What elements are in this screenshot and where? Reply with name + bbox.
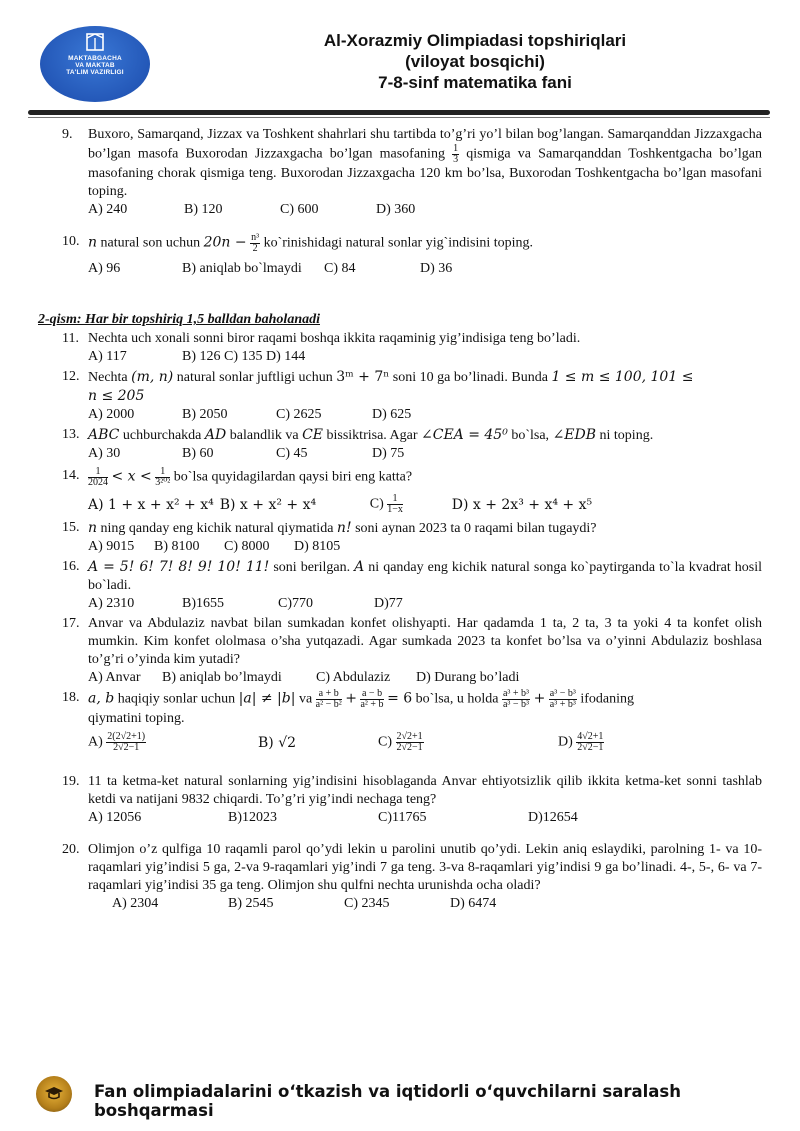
option-b: B) 2545 [228,896,274,911]
question-number: 18. [62,690,80,705]
option-c: C) Abdulaziz [316,670,391,685]
option-d: D)12654 [528,810,578,825]
fraction: $\frac{\text{n³}}{2}$ [251,232,260,254]
option-c: C) 2345 [344,896,390,911]
answer-options [88,809,762,827]
answer-options [112,895,762,913]
fraction: $\frac{1}{3}$ [453,143,459,165]
question-text: Anvar va Abdulaziz navbat bilan sumkadan konfet olishyapti. Har qadamda 1 ta, 2 ta, 3 ta yoki 4 ta konfet olish mumkin. Kim konfet ololmasa o’sha yutqazadi. Agar sumkada 2023 ta konfet bo’lsa va o’yinni Abdulaziz boshlasa to’g’ri o’yinda kim yutadi? [88,616,762,667]
question-13 [62,426,762,463]
answer-options [88,595,762,613]
question-11 [62,330,762,366]
option-b: B) 60 [182,446,214,461]
option-d: D) Durang bo’ladi [416,670,520,685]
question-text: Buxoro, Samarqand, Jizzax va Toshkent shahrlari shu tartibda to’g’ri yo’l bilan bog’langan. Samarqanddan Jizzaxgacha bo’lgan masofa Buxorodan Jizzaxgacha bo’lgan masofaning $\frac{1}{3}$ qismiga va Samarqanddan Toshkentgacha bo’lgan masofaning chorak qismiga teng. Buxorodan Jizzaxgacha 120 km bo’lsa, Buxorodan Toshkentgacha bo’lgan masofani toping. [88,127,762,199]
question-19 [62,773,762,827]
option-c: C) 45 [276,446,308,461]
answer-options [88,669,762,687]
option-c: C)11765 [378,810,427,825]
question-text: Nechta (m, n) natural sonlar juftligi uchun 3ᵐ + 7ⁿ soni 10 ga bo’linadi. Bunda 1 ≤ m ≤ 100, 101 ≤ n ≤ 205 [88,369,694,404]
answer-options [88,260,762,278]
question-number: 13. [62,427,80,442]
title-line-1: Al-Xorazmiy Olimpiadasi topshiriqlari [323,31,627,50]
option-a: A) 2000 [88,407,135,422]
header-divider-thin [28,117,770,118]
section-heading: 2-qism: Har bir topshiriq 1,5 balldan baholanadi [38,312,320,327]
ministry-logo [40,26,150,102]
option-c: C) 2625 [276,407,322,422]
question-text: $\frac{1}{2024}$ < x < $\frac{1}{\text{3²⁰²}}$ bo`lsa quyidagilardan qaysi biri eng katta? [88,466,413,488]
questions-content-2 [62,330,762,913]
fraction-upper: $\frac{1}{\text{3²⁰²}}$ [155,466,171,488]
title-line-2: (viloyat bosqichi) [405,52,545,71]
question-text: n ning qanday eng kichik natural qiymatida n! soni aynan 2023 ta 0 raqami bilan tugaydi? [88,520,597,536]
page-title [270,30,680,93]
question-number: 12. [62,369,80,384]
option-b: B) x + x² + x⁴ [219,496,317,513]
option-d: D) $\frac{4√2+1}{2√2-1}$ [558,731,604,753]
answer-options [88,348,762,366]
fraction-3: $\frac{\text{a³ + b³}}{\text{a³ − b³}}$ [502,688,530,710]
questions-content [62,120,762,278]
option-b: B) √2 [258,734,297,751]
fraction-2: $\frac{a - b}{\text{a² + b}}$ [360,688,384,710]
department-logo [36,1076,72,1112]
question-17 [62,615,762,687]
question-15 [62,519,762,556]
answer-options [88,406,762,424]
question-number: 14. [62,468,80,483]
question-20 [62,841,762,913]
option-b: B) 120 [184,202,223,217]
logo-text: MAKTABGACHA VA MAKTAB TA'LIM VAZIRLIGI [66,55,124,76]
footer-text: Fan olimpiadalarini o‘tkazish va iqtidorli o‘quvchilarni saralash boshqarmasi [94,1082,681,1120]
question-9 [62,126,762,219]
question-number: 10. [62,234,80,249]
question-number: 19. [62,774,80,789]
option-a: A) 240 [88,202,128,217]
answer-options [88,445,762,463]
option-a: A) 30 [88,446,121,461]
option-b: B)1655 [182,596,224,611]
title-line-3: 7-8-sinf matematika fani [378,73,572,92]
question-18 [62,689,762,753]
question-text: A = 5! 6! 7! 8! 9! 10! 11! soni berilgan. A ni qanday eng kichik natural songa ko`paytirganda to`la kvadrat hosil bo`ladi. [88,559,763,593]
page-header [0,0,800,120]
fraction-lower: $\frac{1}{2024}$ [88,466,108,488]
option-a: A) 9015 [88,539,135,554]
header-divider [28,110,770,115]
question-text: a, b haqiqiy sonlar uchun |a| ≠ |b| va $\frac{a + b}{\text{a² − b²}}$ + $\frac{a - b}{\text{a² + b}}$ = 6 bo`lsa, u holda $\frac{\text{a³ + b³}}{\text{a³ − b³}}$ + $\frac{\text{a³ − b³}}{\text{a³ + b³}}$ ifodaning qiymatini toping. [88,688,635,726]
answer-options [88,732,762,753]
option-b: B) 8100 [154,539,200,554]
fraction-4: $\frac{\text{a³ − b³}}{\text{a³ + b³}}$ [549,688,576,710]
option-d: D) 6474 [450,896,497,911]
page-footer [36,1072,776,1120]
question-number: 15. [62,520,80,535]
option-d: D) 360 [376,202,416,217]
option-a: A) 2304 [112,896,159,911]
question-number: 9. [62,127,73,142]
option-a: A) 96 [88,261,121,276]
option-a: A) 2310 [88,596,135,611]
book-emblem-icon [84,32,106,52]
option-a: A) Anvar [88,670,141,685]
option-a: A) 12056 [88,810,142,825]
option-c: C) $\frac{1}{1-x}$ [369,493,403,515]
option-c: C) 600 [280,202,319,217]
question-text: ABC uchburchakda AD balandlik va CE bissiktrisa. Agar ∠CEA = 45⁰ bo`lsa, ∠EDB ni toping. [88,427,654,443]
option-d: D) 625 [372,407,412,422]
option-a: A) $\frac{2(2√2+1)}{2√2-1}$ [88,731,146,753]
question-text: 11 ta ketma-ket natural sonlarning yig’indisini hisoblaganda Anvar ehtiyotsizlik qilib ikkita ketma-ket sonni tashlab ketdi va natijani 9832 chiqardi. To’g’ri yig’indi nechaga teng? [88,774,762,807]
option-d: D) x + 2x³ + x⁴ + x⁵ [451,496,593,513]
question-text: Nechta uch xonali sonni biror raqami boshqa ikkita raqaminig yig’indisiga teng bo’ladi. [88,331,581,346]
question-number: 17. [62,616,80,631]
option-d: D) 75 [372,446,405,461]
option-d: D) 8105 [294,539,341,554]
option-b: B)12023 [228,810,277,825]
option-b: B) aniqlab bo`lmaydi [182,261,302,276]
question-10 [62,233,762,278]
option-c: C) 8000 [224,539,270,554]
question-number: 16. [62,559,80,574]
question-number: 11. [62,331,79,346]
answer-options [88,494,762,515]
question-text: n natural son uchun 20n − $\frac{\text{n³}}{2}$ ko`rinishidagi natural sonlar yig`indisini toping. [88,232,534,254]
option-b: B) aniqlab bo’lmaydi [162,670,282,685]
option-b: B) 2050 [182,407,228,422]
option-c: C) $\frac{2√2+1}{2√2-1}$ [378,731,423,753]
graduation-cap-icon [44,1085,64,1103]
question-16 [62,558,762,613]
question-text: Olimjon o’z qulfiga 10 raqamli parol qo’ydi lekin u parolini unutib qo’ydi. Lekin aniq eslaydiki, parolning 1- va 10-raqamlari yig’indisi 5 ga, 2-va 9-raqamlari yig’indi 7 ga teng. 3-va 8-raqamlari yig’indisi 9 ga bo’linadi. 4-, 5-, 6- va 7- raqamlari yig’indisi 35 ga teng. Olimjon shu qulfni nechta urunishda ocha oladi? [88,842,762,893]
option-d: D)77 [374,596,403,611]
option-c: C) 84 [324,261,356,276]
option-a: A) 1 + x + x² + x⁴ [88,496,214,513]
answer-options [88,201,762,219]
option-c: C)770 [278,596,313,611]
option-bcd: B) 126 C) 135 D) 144 [182,349,306,364]
fraction-1: $\frac{a + b}{\text{a² − b²}}$ [315,688,342,710]
option-a: A) 117 [88,349,127,364]
question-number: 20. [62,842,80,857]
answer-options [88,538,762,556]
question-12 [62,368,762,424]
option-d: D) 36 [420,261,453,276]
question-14 [62,467,762,515]
